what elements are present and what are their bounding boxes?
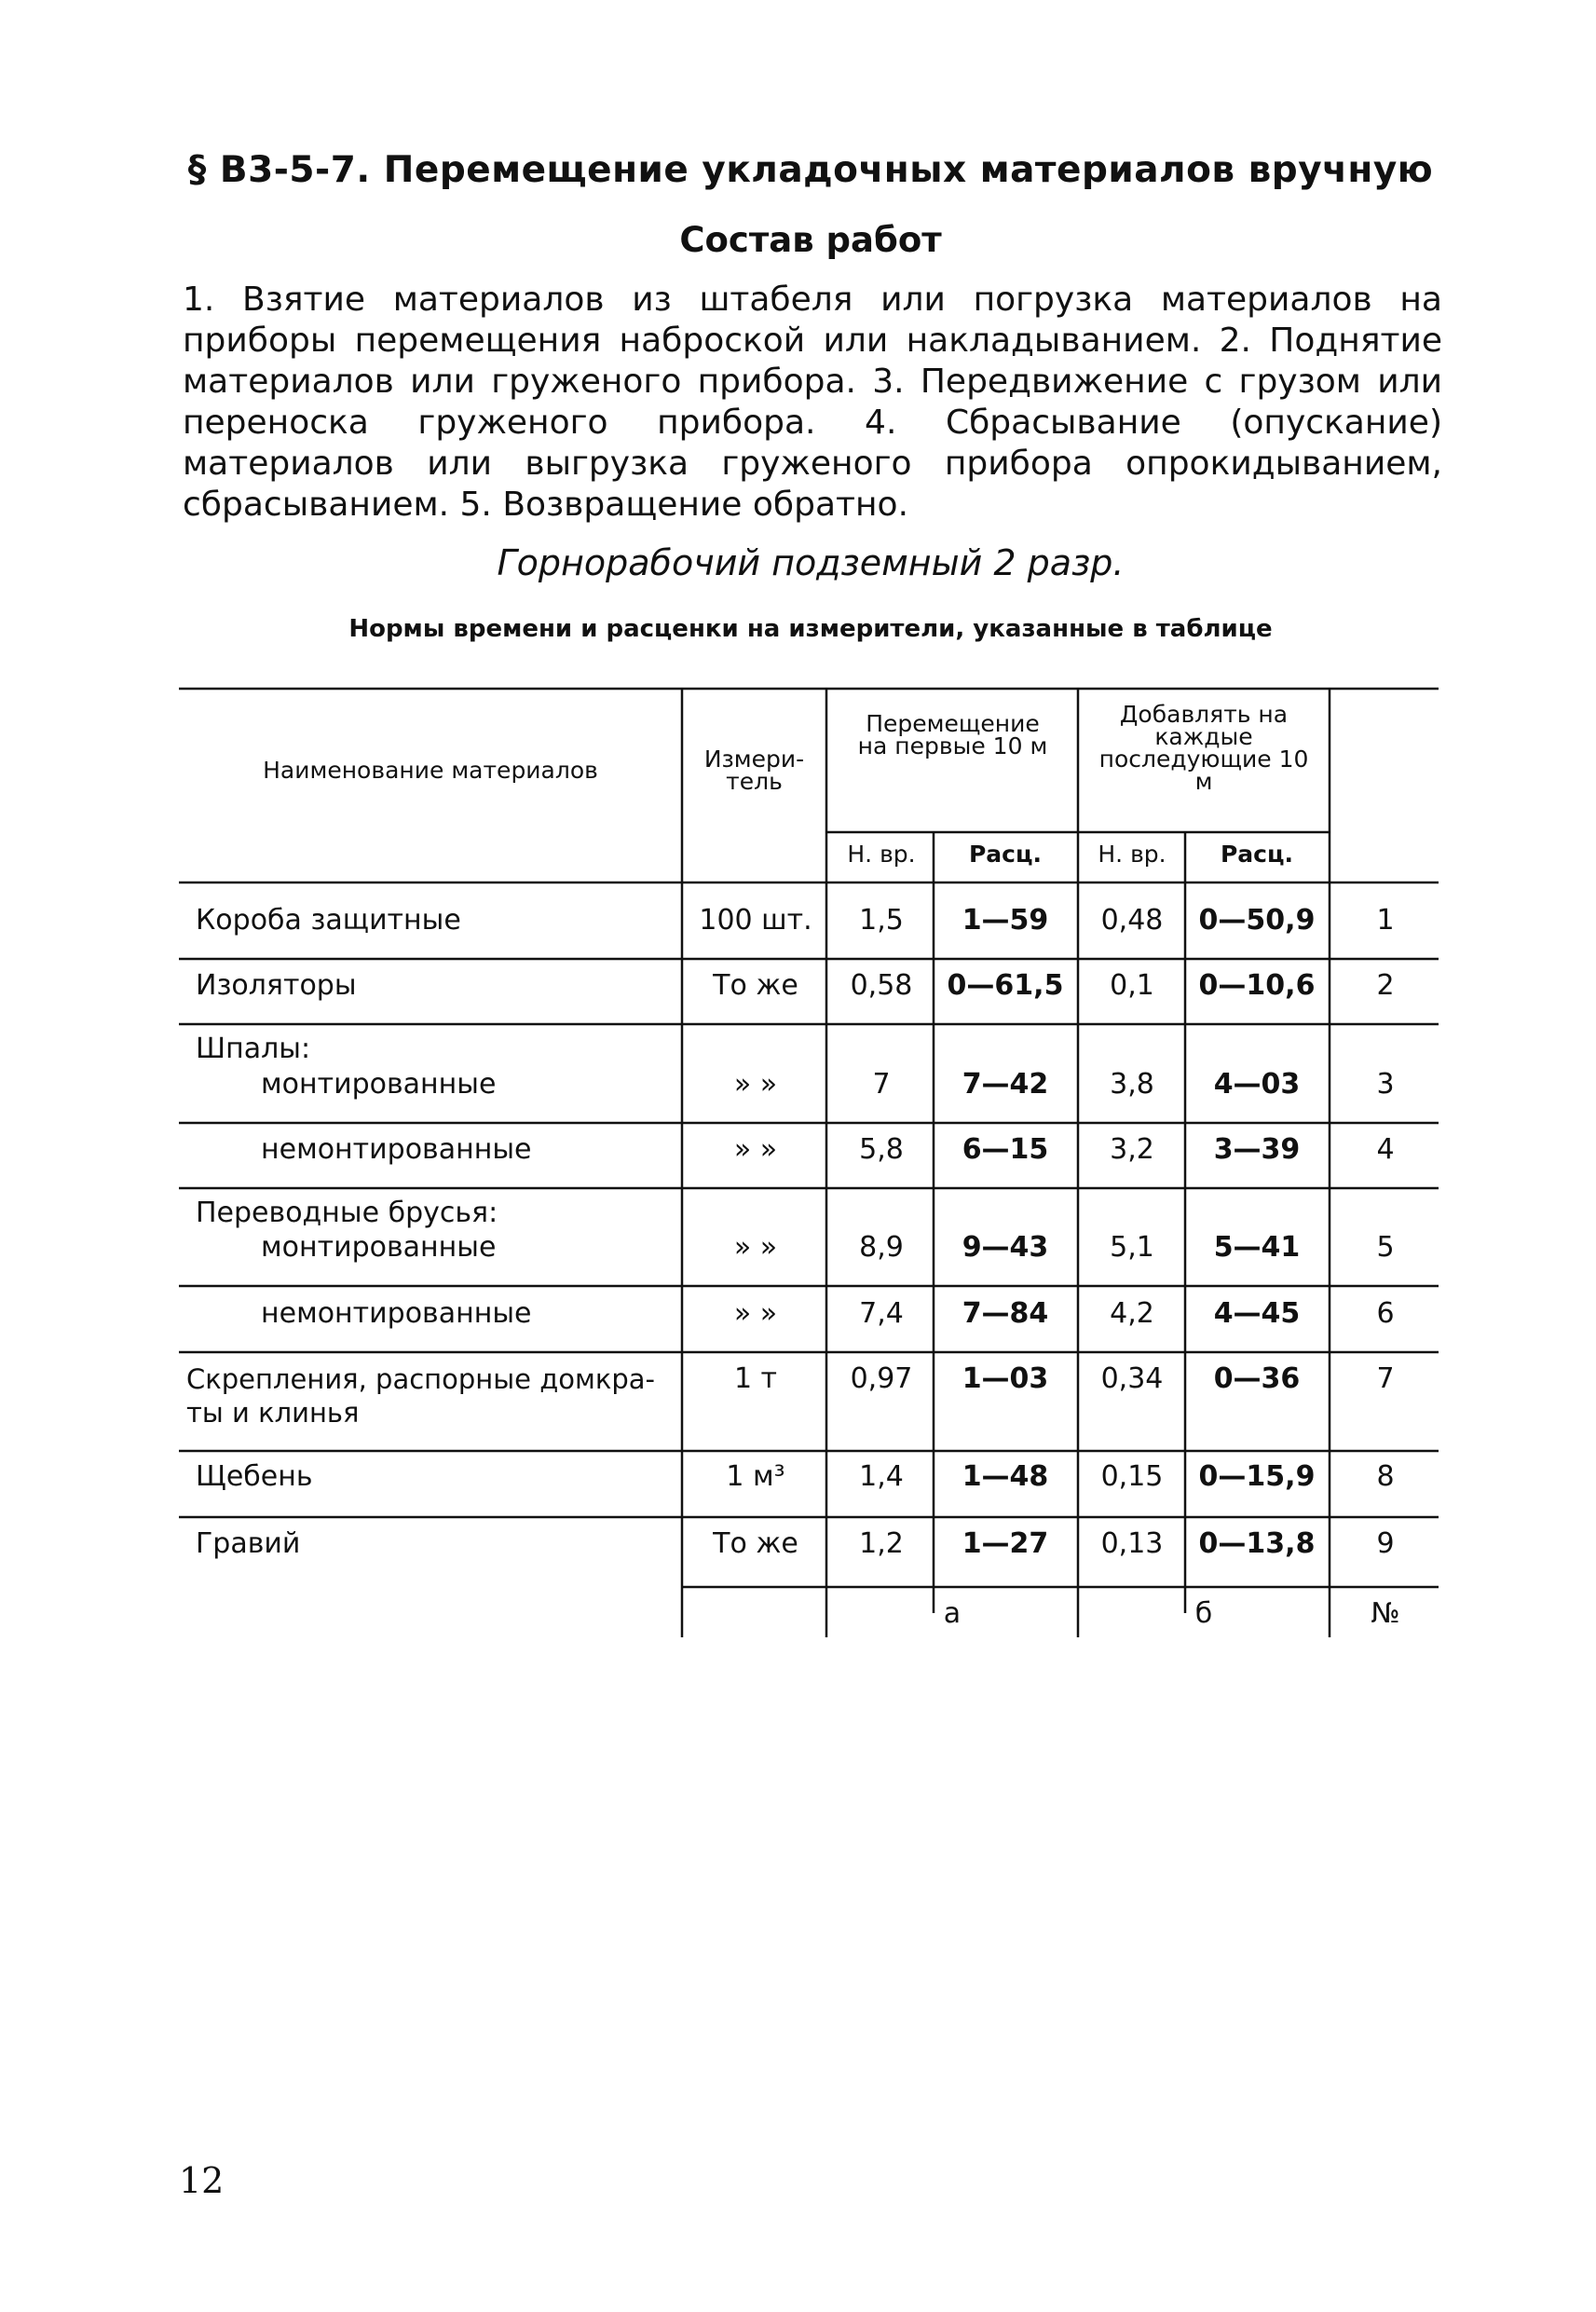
row7-unit: 1 т xyxy=(733,1362,778,1395)
header-b-rate: Расц. xyxy=(1220,841,1294,868)
row7-a-rate: 1—03 xyxy=(962,1362,1049,1395)
header-each-next-10m: Добавлять на каждые последующие 10 м xyxy=(1098,701,1309,795)
row4-name: немонтированные xyxy=(261,1133,532,1166)
row8-unit: 1 м³ xyxy=(726,1460,785,1493)
row4-b-norm: 3,2 xyxy=(1110,1133,1154,1166)
worker-grade: Горнорабочий подземный 2 разр. xyxy=(497,542,1125,583)
row3-a-norm: 7 xyxy=(872,1068,891,1101)
row7-name: Скрепления, распорные домкра- xyxy=(186,1363,656,1395)
row3-b-norm: 3,8 xyxy=(1110,1068,1154,1101)
row9-b-rate: 0—13,8 xyxy=(1198,1527,1316,1560)
row3-num: 3 xyxy=(1376,1068,1395,1101)
row4-unit: » » xyxy=(733,1133,778,1166)
row6-b-rate: 4—45 xyxy=(1213,1297,1301,1330)
row4-a-rate: 6—15 xyxy=(962,1133,1049,1166)
row9-name: Гравий xyxy=(196,1527,301,1560)
row8-a-rate: 1—48 xyxy=(962,1460,1049,1493)
row3-group: Шпалы: xyxy=(196,1033,311,1065)
row2-num: 2 xyxy=(1376,969,1395,1002)
header-material: Наименование материалов xyxy=(263,757,598,784)
header-b-norm: Н. вр. xyxy=(1098,841,1166,868)
row9-b-norm: 0,13 xyxy=(1100,1527,1164,1560)
row7-num: 7 xyxy=(1376,1362,1395,1395)
footer-col-a: а xyxy=(943,1597,962,1630)
row5-b-norm: 5,1 xyxy=(1110,1231,1154,1264)
row5-b-rate: 5—41 xyxy=(1213,1231,1301,1264)
row1-b-rate: 0—50,9 xyxy=(1198,904,1316,937)
row6-num: 6 xyxy=(1376,1297,1395,1330)
row3-b-rate: 4—03 xyxy=(1213,1068,1301,1101)
row1-name: Короба защитные xyxy=(196,904,461,937)
row2-b-norm: 0,1 xyxy=(1110,969,1154,1002)
row7-a-norm: 0,97 xyxy=(850,1362,913,1395)
norms-table xyxy=(179,685,1439,1640)
row5-a-rate: 9—43 xyxy=(962,1231,1049,1264)
footer-num-label: № xyxy=(1371,1597,1400,1630)
row9-unit: То же xyxy=(713,1527,798,1560)
row2-a-rate: 0—61,5 xyxy=(947,969,1064,1002)
row9-a-rate: 1—27 xyxy=(962,1527,1049,1560)
section-heading: Состав работ xyxy=(679,220,942,260)
row5-a-norm: 8,9 xyxy=(859,1231,904,1264)
header-a-norm: Н. вр. xyxy=(847,841,916,868)
row4-a-norm: 5,8 xyxy=(859,1133,904,1166)
row8-b-rate: 0—15,9 xyxy=(1198,1460,1316,1493)
row6-a-rate: 7—84 xyxy=(962,1297,1049,1330)
row7-name-cont: ты и клинья xyxy=(186,1397,360,1429)
row9-num: 9 xyxy=(1376,1527,1395,1560)
row3-unit: » » xyxy=(733,1068,778,1101)
header-a-rate: Расц. xyxy=(968,841,1043,868)
row2-unit: То же xyxy=(713,969,798,1002)
row8-name: Щебень xyxy=(196,1460,313,1493)
row4-b-rate: 3—39 xyxy=(1213,1133,1301,1166)
header-unit: Измери-тель xyxy=(703,746,805,795)
row6-name: немонтированные xyxy=(261,1297,532,1330)
table-caption: Нормы времени и расценки на измерители, указанные в таблице xyxy=(348,615,1273,643)
row2-name: Изоляторы xyxy=(196,969,357,1002)
row8-a-norm: 1,4 xyxy=(859,1460,904,1493)
row6-b-norm: 4,2 xyxy=(1110,1297,1154,1330)
row3-a-rate: 7—42 xyxy=(962,1068,1049,1101)
row6-unit: » » xyxy=(733,1297,778,1330)
row5-num: 5 xyxy=(1376,1231,1395,1264)
section-title: § В3-5-7. Перемещение укладочных материалов вручную xyxy=(187,149,1434,191)
row3-name: монтированные xyxy=(261,1068,497,1101)
footer-col-b: б xyxy=(1194,1597,1213,1630)
work-description-text: 1. Взятие материалов из штабеля или погрузка материалов на приборы перемещения наброской или накладыванием. 2. Поднятие материалов или груженого прибора. 3. Передвижение с грузом или переноска груженого прибора. 4. Сбрасывание (опускание) материалов или выгрузка груженого прибора опрокидыванием, сбрасыванием. 5. Возвращение обратно. xyxy=(183,280,1442,524)
row2-b-rate: 0—10,6 xyxy=(1198,969,1316,1002)
work-description xyxy=(183,280,1442,526)
row2-a-norm: 0,58 xyxy=(850,969,913,1002)
row4-num: 4 xyxy=(1376,1133,1395,1166)
row1-num: 1 xyxy=(1376,904,1395,937)
page-number: 12 xyxy=(179,2160,225,2201)
row1-unit: 100 шт. xyxy=(699,904,812,937)
row5-name: монтированные xyxy=(261,1231,497,1264)
row7-b-norm: 0,34 xyxy=(1100,1362,1164,1395)
row9-a-norm: 1,2 xyxy=(859,1527,904,1560)
row8-num: 8 xyxy=(1376,1460,1395,1493)
row1-a-rate: 1—59 xyxy=(962,904,1049,937)
header-first-10m: Перемещение на первые 10 м xyxy=(857,710,1048,759)
row1-b-norm: 0,48 xyxy=(1100,904,1164,937)
row1-a-norm: 1,5 xyxy=(859,904,904,937)
row7-b-rate: 0—36 xyxy=(1213,1362,1301,1395)
row6-a-norm: 7,4 xyxy=(859,1297,904,1330)
row8-b-norm: 0,15 xyxy=(1100,1460,1164,1493)
row5-group: Переводные брусья: xyxy=(196,1197,498,1229)
row5-unit: » » xyxy=(733,1231,778,1264)
